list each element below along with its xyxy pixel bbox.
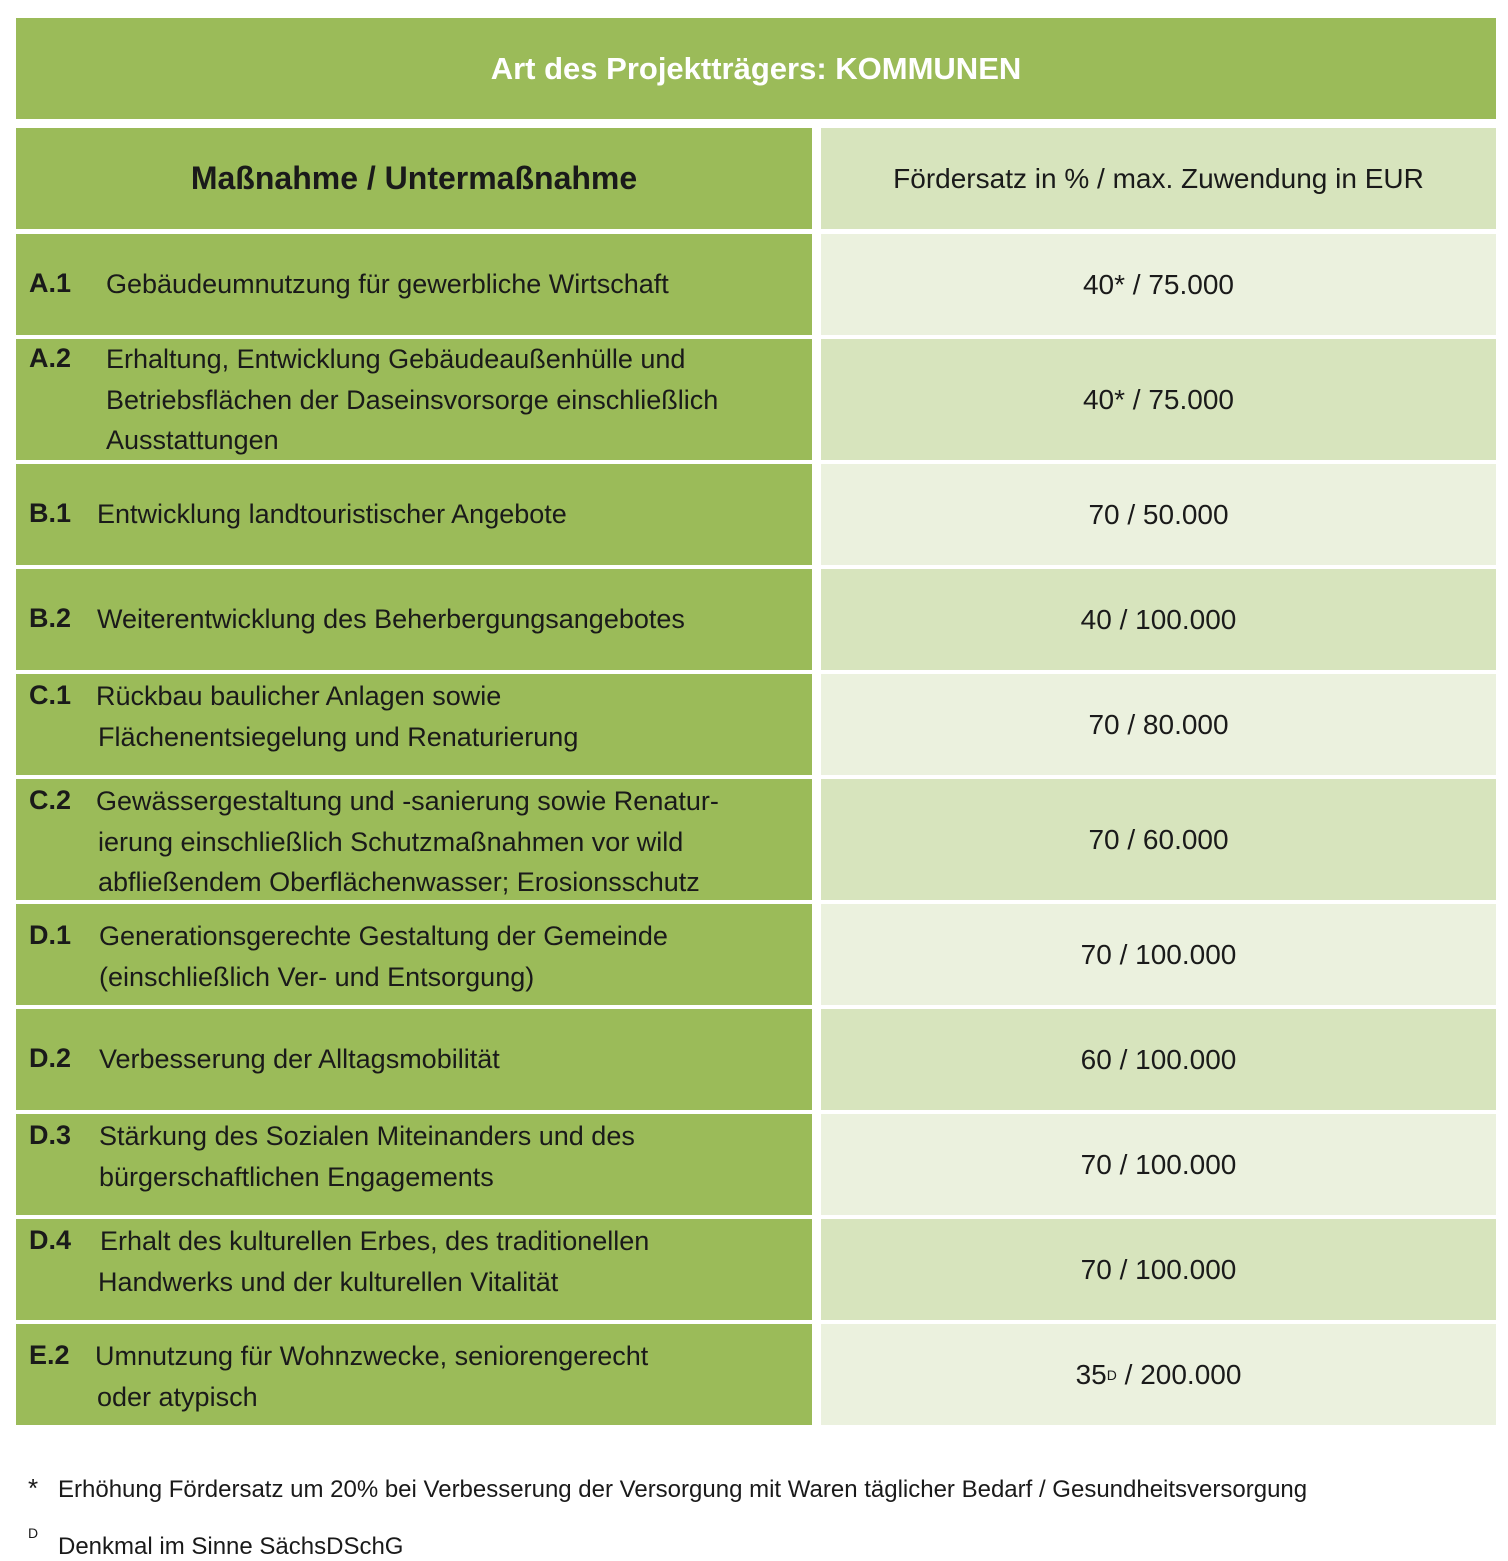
footnote-monument [28, 1525, 404, 1560]
measure-description: Rückbau baulicher Anlagen sowie Flächenentsiegelung und Renaturierung [96, 681, 579, 752]
measure-description: Umnutzung für Wohnzwecke, seniorengerecht oder atypisch [95, 1341, 649, 1412]
measure-code: E.2 [29, 1340, 70, 1370]
measure-description: Generationsgerechte Gestaltung der Gemeinde (einschließlich Ver- und Entsorgung) [99, 921, 668, 992]
measure-cell [16, 1114, 812, 1215]
table-row [16, 1219, 1496, 1320]
measure-code: D.4 [29, 1225, 72, 1255]
funding-value: 40* / 75.000 [821, 339, 1496, 460]
measure-cell [16, 1009, 812, 1110]
table-row [16, 779, 1496, 900]
funding-value: 70 / 60.000 [821, 779, 1496, 900]
table-row [16, 464, 1496, 565]
measure-code: B.1 [29, 498, 72, 528]
funding-value: 60 / 100.000 [821, 1009, 1496, 1110]
measure-code: C.2 [29, 785, 72, 815]
funding-value: 40 / 100.000 [821, 569, 1496, 670]
measure-cell [16, 569, 812, 670]
funding-value: 35 D / 200.000 [821, 1324, 1496, 1425]
measure-description: Weiterentwicklung des Beherbergungsangebotes [97, 604, 685, 634]
table-row [16, 674, 1496, 775]
funding-value: 70 / 100.000 [821, 904, 1496, 1005]
measure-code: C.1 [29, 680, 72, 710]
footnote-mark: * [28, 1473, 39, 1503]
measure-code: D.1 [29, 920, 72, 950]
table-row [16, 1324, 1496, 1425]
measure-cell [16, 904, 812, 1005]
table-row [16, 569, 1496, 670]
measure-description: Gewässergestaltung und -sanierung sowie Renatur- ierung einschließlich Schutzmaßnahmen vor wild abfließendem Oberflächenwasser; Erosionsschutz [96, 786, 719, 897]
measure-cell [16, 779, 812, 900]
funding-value: 40* / 75.000 [821, 234, 1496, 335]
funding-value: 70 / 50.000 [821, 464, 1496, 565]
funding-value: 70 / 100.000 [821, 1219, 1496, 1320]
footnote-mark: D [28, 1525, 39, 1541]
measure-code: D.3 [29, 1120, 72, 1150]
measure-description: Entwicklung landtouristischer Angebote [97, 499, 567, 529]
header-measure: Maßnahme / Untermaßnahme [16, 128, 812, 229]
measure-cell [16, 1219, 812, 1320]
table-row [16, 339, 1496, 460]
table-row [16, 1114, 1496, 1215]
table-row [16, 234, 1496, 335]
measure-code: A.2 [29, 343, 72, 373]
measure-description: Erhalt des kulturellen Erbes, des traditionellen Handwerks und der kulturellen Vitalität [98, 1226, 650, 1297]
table-row [16, 1009, 1496, 1110]
measure-code: D.2 [29, 1043, 72, 1073]
measure-cell [16, 464, 812, 565]
monument-marker: D [1106, 1366, 1117, 1383]
table-title: Art des Projektträgers: KOMMUNEN [490, 50, 1022, 86]
measure-code: B.2 [29, 603, 72, 633]
footnote-asterisk [28, 1473, 1307, 1504]
measure-cell [16, 674, 812, 775]
measure-description: Verbesserung der Alltagsmobilität [99, 1044, 500, 1074]
measure-description: Stärkung des Sozialen Miteinanders und des bürgerschaftlichen Engagements [99, 1121, 635, 1192]
header-funding-rate: Fördersatz in % / max. Zuwendung in EUR [821, 128, 1496, 229]
funding-value: 70 / 100.000 [821, 1114, 1496, 1215]
funding-value: 70 / 80.000 [821, 674, 1496, 775]
footnote-text: Erhöhung Fördersatz um 20% bei Verbesserung der Versorgung mit Waren täglicher Bedarf / Gesundheitsversorgung [58, 1476, 1308, 1503]
measure-cell [16, 339, 812, 460]
measure-description: Gebäudeumnutzung für gewerbliche Wirtschaft [106, 269, 669, 299]
table-title-bar [16, 18, 1496, 119]
table-header-row [16, 128, 1496, 229]
measure-description: Erhaltung, Entwicklung Gebäudeaußenhülle und Betriebsflächen der Daseinsvorsorge einschließlich Ausstattungen [106, 344, 719, 455]
measure-cell [16, 1324, 812, 1425]
footnote-text: Denkmal im Sinne SächsDSchG [58, 1533, 404, 1560]
measure-code: A.1 [29, 268, 72, 298]
table-row [16, 904, 1496, 1005]
measure-cell [16, 234, 812, 335]
